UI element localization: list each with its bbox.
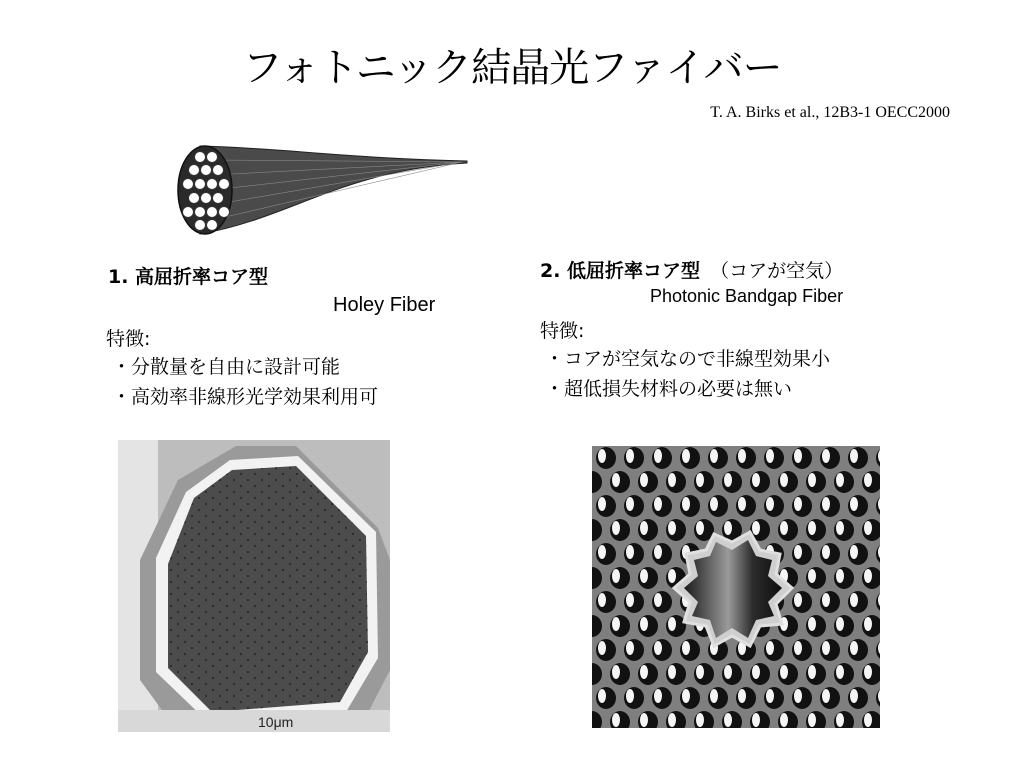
holey-fiber-name: Holey Fiber [333,294,436,316]
bandgap-fiber-name: Photonic Bandgap Fiber [650,286,844,306]
citation: T. A. Birks et al., 12B3-1 OECC2000 [710,104,950,121]
holey-fiber-feature-list [112,352,378,412]
slide-title: フォトニック結晶光ファイバー [242,45,782,91]
holey-fiber-feature: ・分散量を自由に設計可能 [112,356,341,378]
holey-fiber-heading: 1. 高屈折率コア型 [108,266,269,288]
scale-bar-label: 10μm [258,714,294,730]
bandgap-fiber-heading-note: （コアが空気） [710,260,844,282]
holey-fiber-micrograph [118,440,390,732]
bandgap-fiber-feature-list [545,344,830,404]
holey-fiber-features-label: 特徴: [106,328,151,350]
bandgap-fiber-features-label: 特徴: [540,320,585,342]
bandgap-fiber-feature: ・コアが空気なので非線型効果小 [545,348,831,370]
bandgap-fiber-feature: ・超低損失材料の必要は無い [545,378,793,400]
tapered-fiber-illustration [172,140,472,240]
bandgap-fiber-micrograph [592,446,880,728]
bandgap-fiber-heading-main: 2. 低屈折率コア型 [540,260,701,282]
holey-fiber-feature: ・高効率非線形光学効果利用可 [112,386,379,408]
bandgap-fiber-heading [540,256,843,283]
